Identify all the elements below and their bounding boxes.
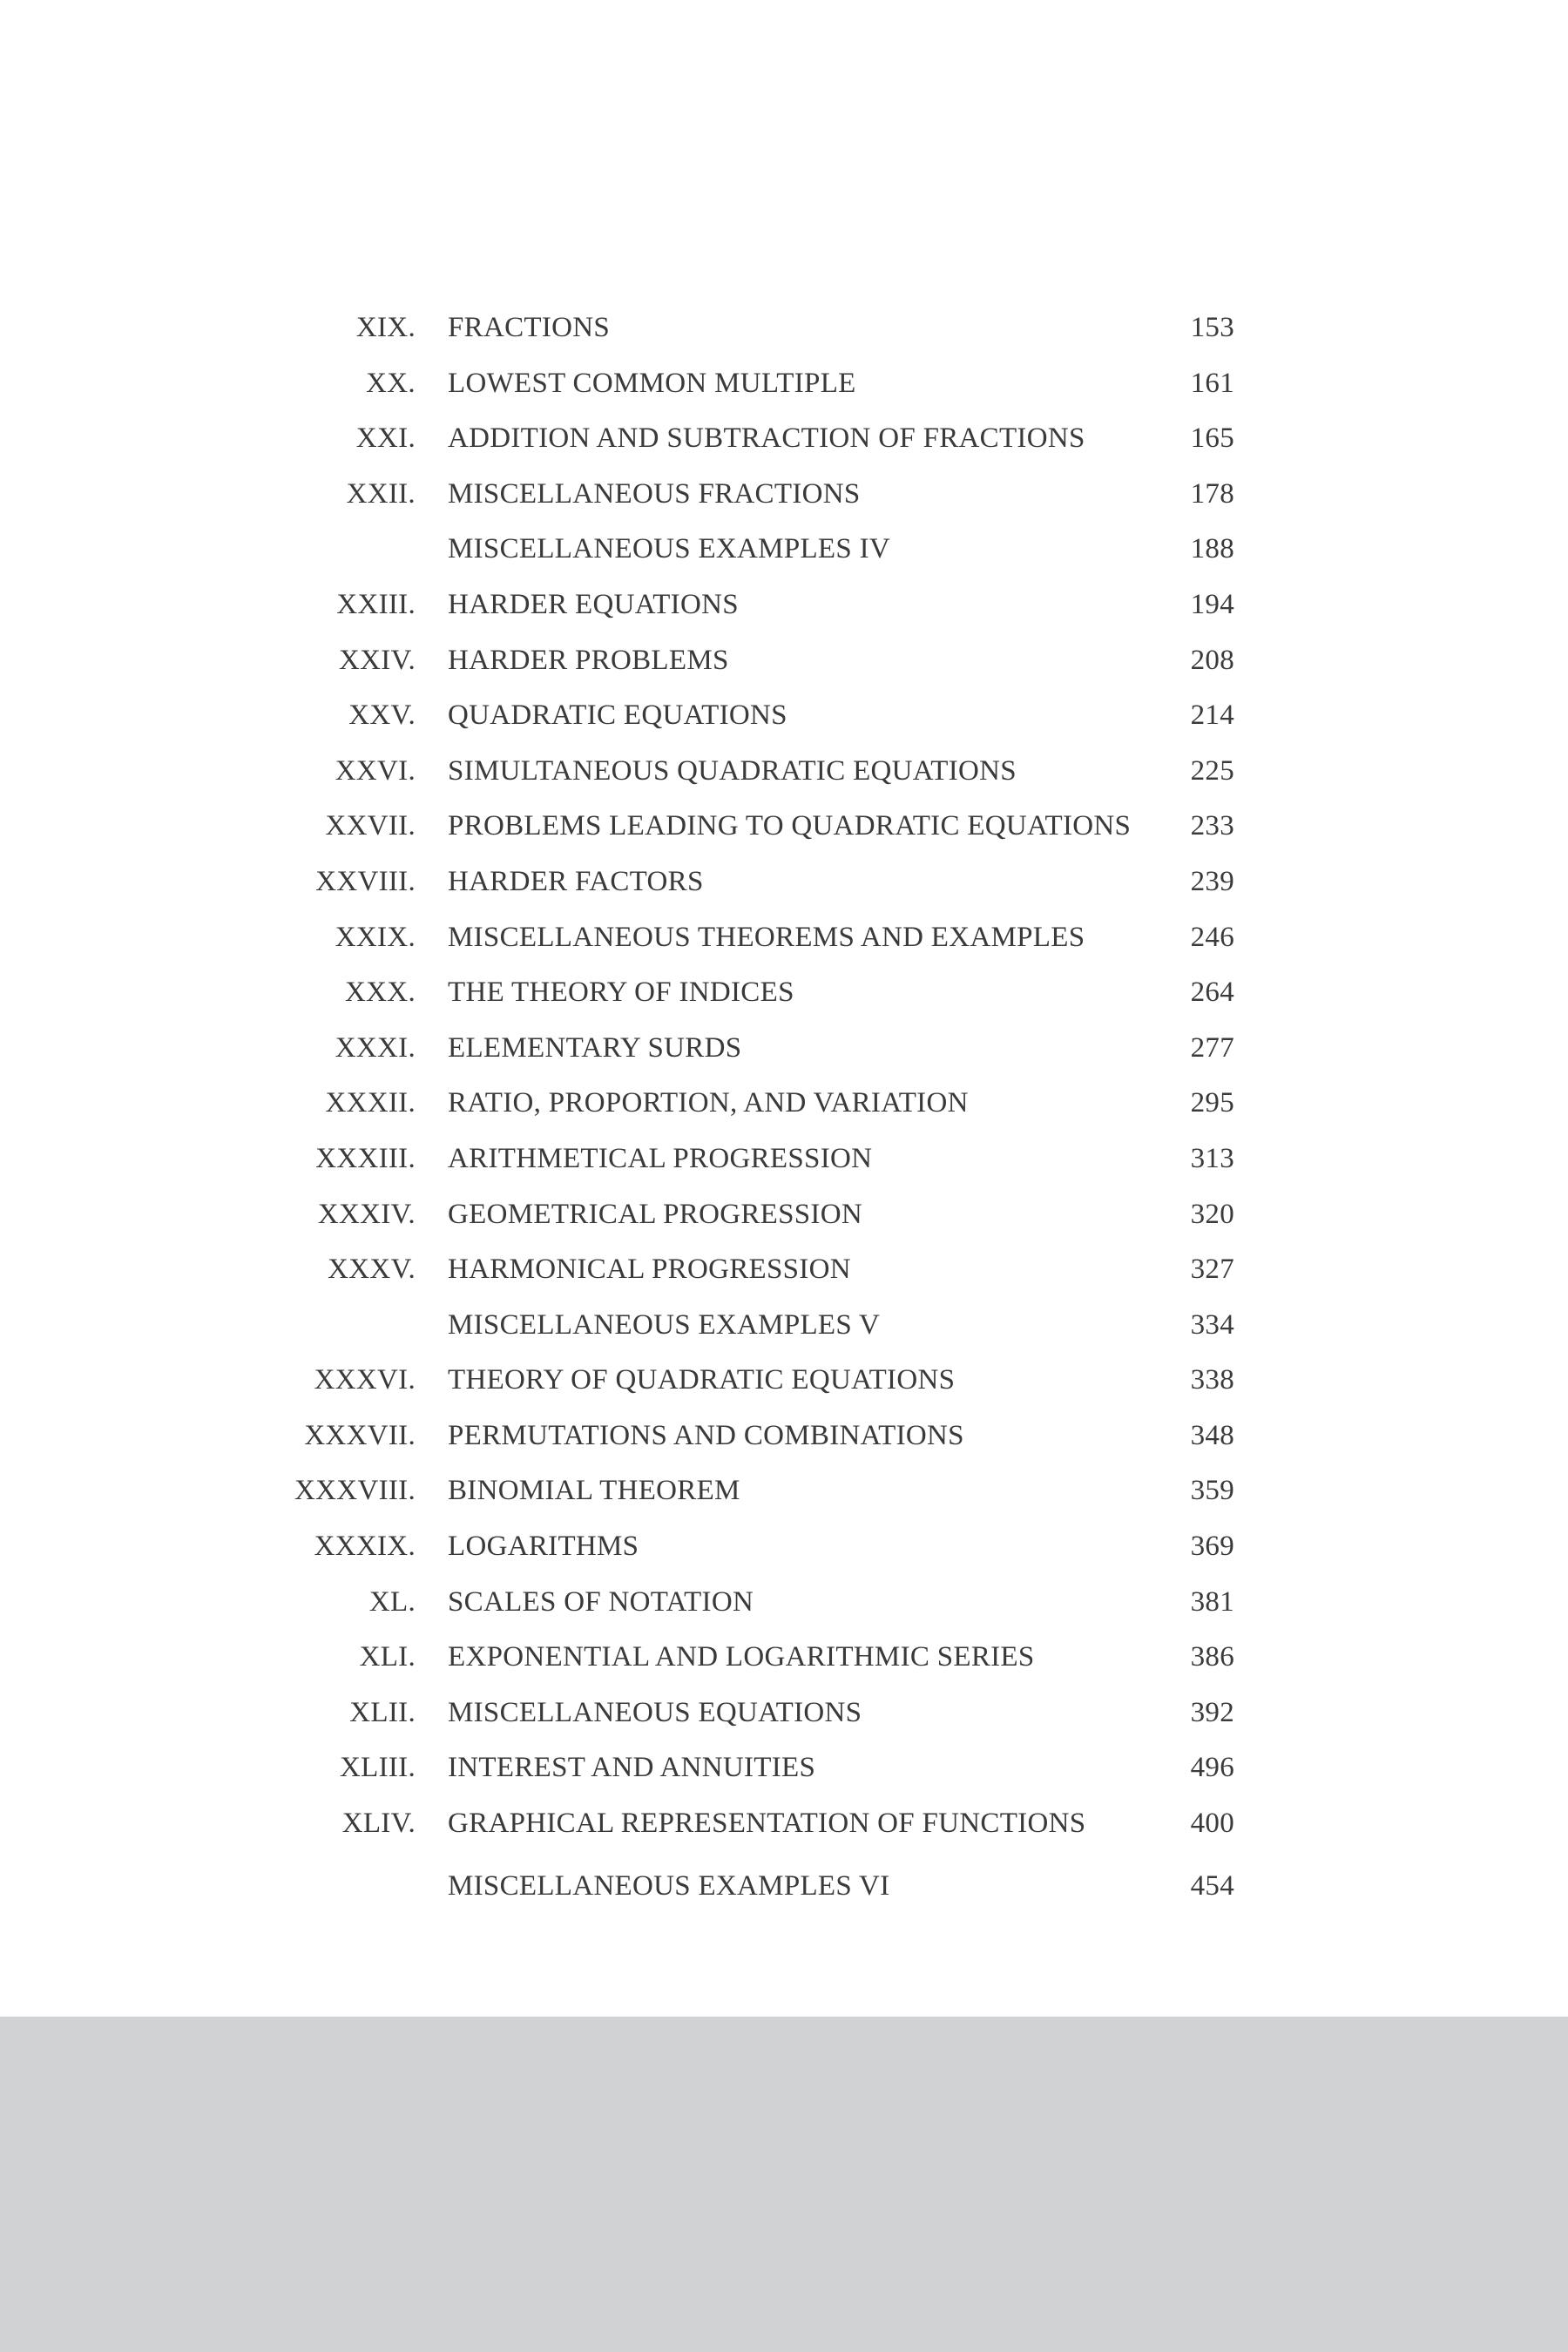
chapter-number: XXXVI. bbox=[314, 1364, 416, 1396]
toc-entry bbox=[0, 1309, 1568, 1365]
chapter-number: XLI. bbox=[359, 1641, 416, 1673]
chapter-title: QUADRATIC EQUATIONS bbox=[448, 700, 787, 732]
chapter-title: PROBLEMS LEADING TO QUADRATIC EQUATIONS bbox=[448, 810, 1132, 842]
chapter-number: XXII. bbox=[346, 477, 416, 510]
chapter-title: MISCELLANEOUS THEOREMS AND EXAMPLES bbox=[448, 921, 1085, 953]
page-number: 208 bbox=[1190, 644, 1234, 676]
chapter-title: GRAPHICAL REPRESENTATION OF FUNCTIONS bbox=[448, 1808, 1086, 1840]
toc-entry bbox=[0, 1420, 1568, 1476]
page-number: 400 bbox=[1190, 1808, 1234, 1840]
page-number: 334 bbox=[1190, 1308, 1234, 1341]
page-number: 386 bbox=[1190, 1641, 1234, 1673]
page-number: 239 bbox=[1190, 865, 1234, 897]
chapter-title: THEORY OF QUADRATIC EQUATIONS bbox=[448, 1364, 956, 1396]
chapter-title: GEOMETRICAL PROGRESSION bbox=[448, 1198, 862, 1230]
chapter-number: XXVII. bbox=[325, 810, 416, 842]
toc-entry bbox=[0, 312, 1568, 368]
toc-entry bbox=[0, 922, 1568, 977]
page-number: 188 bbox=[1190, 533, 1234, 565]
chapter-title: EXPONENTIAL AND LOGARITHMIC SERIES bbox=[448, 1641, 1035, 1673]
toc-entry bbox=[0, 700, 1568, 755]
chapter-title: PERMUTATIONS AND COMBINATIONS bbox=[448, 1419, 964, 1451]
toc-entry bbox=[0, 1586, 1568, 1642]
page-number: 496 bbox=[1190, 1752, 1234, 1784]
page-number: 348 bbox=[1190, 1419, 1234, 1451]
chapter-title: LOWEST COMMON MULTIPLE bbox=[448, 367, 856, 399]
toc-entry bbox=[0, 589, 1568, 645]
page-number: 327 bbox=[1190, 1254, 1234, 1286]
page-number: 178 bbox=[1190, 477, 1234, 510]
page-number: 338 bbox=[1190, 1364, 1234, 1396]
toc-entry bbox=[0, 1364, 1568, 1420]
chapter-title: FRACTIONS bbox=[448, 312, 611, 343]
toc-entry bbox=[0, 1199, 1568, 1254]
chapter-title: INTEREST AND ANNUITIES bbox=[448, 1752, 816, 1784]
chapter-number: XXXII. bbox=[325, 1087, 416, 1119]
chapter-title: ADDITION AND SUBTRACTION OF FRACTIONS bbox=[448, 422, 1085, 455]
chapter-title: HARDER FACTORS bbox=[448, 865, 704, 897]
page-number: 264 bbox=[1190, 977, 1234, 1009]
chapter-title: MISCELLANEOUS EXAMPLES VI bbox=[448, 1869, 890, 1902]
page-number: 392 bbox=[1190, 1696, 1234, 1728]
chapter-number: XX. bbox=[366, 367, 416, 399]
chapter-title: MISCELLANEOUS EQUATIONS bbox=[448, 1696, 862, 1728]
toc-entry bbox=[0, 977, 1568, 1032]
toc-entry bbox=[0, 1254, 1568, 1309]
chapter-title: HARDER PROBLEMS bbox=[448, 644, 729, 676]
toc-entry bbox=[0, 1531, 1568, 1586]
page-number: 225 bbox=[1190, 754, 1234, 787]
page-number: 369 bbox=[1190, 1531, 1234, 1563]
footer-band bbox=[0, 2017, 1568, 2352]
page-number: 194 bbox=[1190, 588, 1234, 620]
chapter-number: XXXIII. bbox=[315, 1142, 416, 1174]
chapter-number: XL. bbox=[368, 1585, 416, 1618]
page-number: 295 bbox=[1190, 1087, 1234, 1119]
chapter-title: HARDER EQUATIONS bbox=[448, 588, 739, 620]
chapter-number: XLII. bbox=[349, 1696, 416, 1728]
page-number: 277 bbox=[1190, 1031, 1234, 1064]
page-number: 454 bbox=[1190, 1869, 1234, 1902]
page-number: 165 bbox=[1190, 422, 1234, 455]
chapter-title: MISCELLANEOUS EXAMPLES IV bbox=[448, 533, 891, 565]
chapter-title: BINOMIAL THEOREM bbox=[448, 1475, 740, 1507]
page-number: 359 bbox=[1190, 1475, 1234, 1507]
chapter-title: RATIO, PROPORTION, AND VARIATION bbox=[448, 1087, 969, 1119]
toc-entry bbox=[0, 1143, 1568, 1199]
chapter-number: XXXV. bbox=[328, 1254, 416, 1286]
page-number: 214 bbox=[1190, 700, 1234, 732]
toc-entry bbox=[0, 1870, 1568, 1926]
page-number: 381 bbox=[1190, 1585, 1234, 1618]
toc-entry bbox=[0, 368, 1568, 423]
chapter-number: XXX. bbox=[345, 977, 416, 1009]
toc-entry bbox=[0, 1087, 1568, 1143]
toc-entry bbox=[0, 866, 1568, 922]
toc-entry bbox=[0, 1641, 1568, 1697]
chapter-number: XLIV. bbox=[341, 1808, 416, 1840]
toc-entry bbox=[0, 422, 1568, 478]
chapter-title: SIMULTANEOUS QUADRATIC EQUATIONS bbox=[448, 754, 1017, 787]
toc-entry bbox=[0, 810, 1568, 866]
chapter-title: SCALES OF NOTATION bbox=[448, 1585, 754, 1618]
chapter-number: XXXVIII. bbox=[294, 1475, 416, 1507]
page-number: 320 bbox=[1190, 1198, 1234, 1230]
chapter-title: LOGARITHMS bbox=[448, 1531, 639, 1563]
chapter-number: XLIII. bbox=[339, 1752, 416, 1784]
chapter-title: MISCELLANEOUS EXAMPLES V bbox=[448, 1308, 881, 1341]
chapter-title: ARITHMETICAL PROGRESSION bbox=[448, 1142, 873, 1174]
toc-entry bbox=[0, 1808, 1568, 1863]
chapter-number: XXI. bbox=[355, 422, 416, 455]
chapter-title: THE THEORY OF INDICES bbox=[448, 977, 794, 1009]
page-number: 233 bbox=[1190, 810, 1234, 842]
chapter-number: XXVIII. bbox=[315, 865, 416, 897]
chapter-number: XXV. bbox=[348, 700, 416, 732]
toc-entry bbox=[0, 755, 1568, 811]
chapter-number: XXXIX. bbox=[314, 1531, 416, 1563]
toc-entry bbox=[0, 478, 1568, 534]
page-number: 153 bbox=[1190, 312, 1234, 343]
toc-entry bbox=[0, 1752, 1568, 1808]
chapter-number: XXIV. bbox=[339, 644, 416, 676]
toc-entry bbox=[0, 645, 1568, 700]
page-number: 161 bbox=[1190, 367, 1234, 399]
chapter-number: XXXIV. bbox=[317, 1198, 416, 1230]
table-of-contents bbox=[0, 312, 1568, 1925]
chapter-number: XXVI. bbox=[335, 754, 416, 787]
chapter-number: XIX. bbox=[355, 312, 416, 343]
toc-entry bbox=[0, 1697, 1568, 1753]
chapter-number: XXXVII. bbox=[304, 1419, 416, 1451]
toc-entry bbox=[0, 1475, 1568, 1531]
chapter-number: XXXI. bbox=[335, 1031, 416, 1064]
toc-entry bbox=[0, 533, 1568, 589]
chapter-title: ELEMENTARY SURDS bbox=[448, 1031, 742, 1064]
page-number: 246 bbox=[1190, 921, 1234, 953]
chapter-title: HARMONICAL PROGRESSION bbox=[448, 1254, 851, 1286]
page-number: 313 bbox=[1190, 1142, 1234, 1174]
chapter-number: XXIII. bbox=[336, 588, 416, 620]
toc-entry bbox=[0, 1032, 1568, 1088]
chapter-number: XXIX. bbox=[335, 921, 416, 953]
chapter-title: MISCELLANEOUS FRACTIONS bbox=[448, 477, 861, 510]
